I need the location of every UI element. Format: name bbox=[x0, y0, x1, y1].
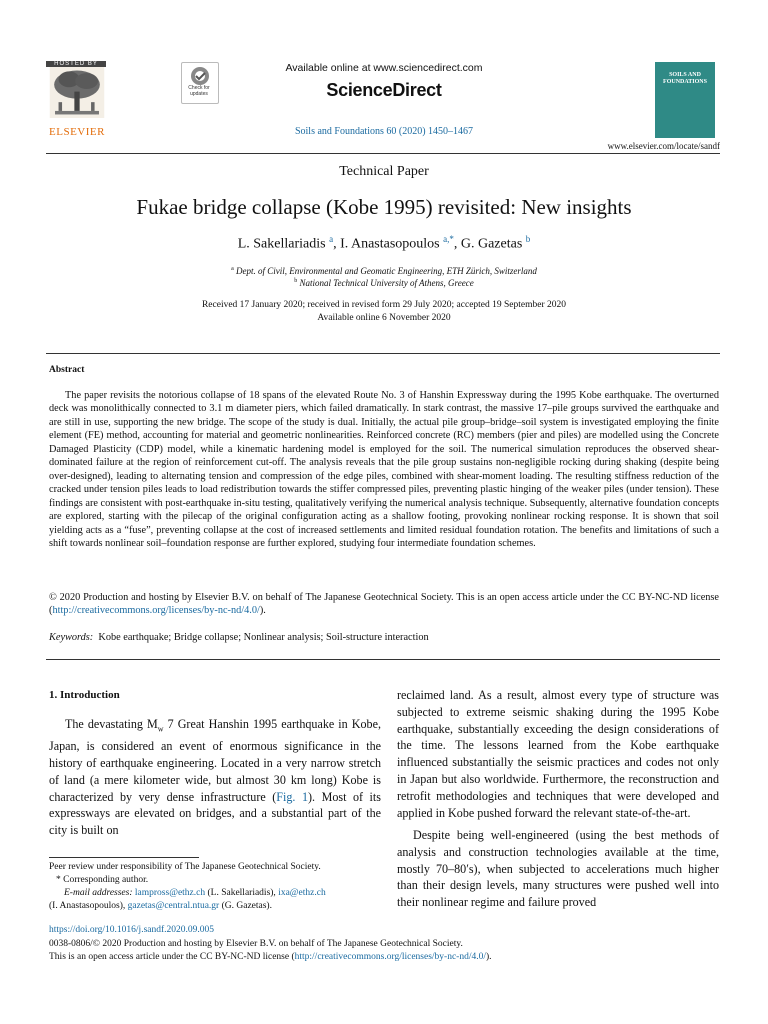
header-divider bbox=[46, 153, 720, 154]
hosted-by-label: HOSTED BY bbox=[46, 61, 106, 67]
footnote-divider bbox=[49, 857, 199, 858]
elsevier-wordmark: ELSEVIER bbox=[49, 126, 105, 138]
journal-url[interactable]: www.elsevier.com/locate/sandf bbox=[607, 141, 720, 151]
corresponding-author-note: * Corresponding author. bbox=[56, 875, 149, 885]
doi-link[interactable]: https://doi.org/10.1016/j.sandf.2020.09.005 bbox=[49, 925, 215, 935]
email-addresses: E-mail addresses: lampross@ethz.ch (L. Sakellariadis), ixa@ethz.ch bbox=[64, 888, 326, 898]
license-link[interactable]: http://creativecommons.org/licenses/by-nc-nd/4.0/ bbox=[52, 605, 260, 617]
abstract-heading: Abstract bbox=[49, 365, 85, 375]
author-name[interactable]: L. Sakellariadis bbox=[237, 236, 326, 252]
abstract-license: © 2020 Production and hosting by Elsevier B.V. on behalf of The Japanese Geotechnical Society. This is an open access article under the CC BY-NC-ND license (http://creativecommons.org/licenses/by-nc-nd/4.0/). bbox=[49, 592, 719, 617]
check-for-updates-icon[interactable] bbox=[181, 62, 219, 104]
abstract-body: The paper revisits the notorious collapse of 18 spans of the elevated Route No. 3 of Hanshin Expressway during the 1995 Kobe earthquake. The overturned deck was monolithically connected to 3.1 m diameter piers, which failed dramatically. In stark contrast, the massive 17–pile groups survived the earthquake and are still in use, supporting the new bridge. The scope of the study is dual. Initially, the actual pile group–bridge–soil system is investigated employing the finite element (FE) method, accounting for material and geometric nonlinearities. Reinforced concrete (RC) members (pier and piles) are modelled using the Concrete Damaged Plasticity (CDP) model, while a kinematic hardening model is employed for the soil. The numerical simulation reproduces the observed shear-dominated failure at the region of reinforcement cut-off. The analysis reveals that the pile group sustains non-negligible rocking during shaking (despite being over-designed), leading to alternating tension and compression of the edge piles, combined with shear-moment loading. The resulting stiffness reduction of the cracked under tension piles leads to load redistribution towards the stiffer compressed piles, preventing plastic hinging of the weaker piles (under tension). These findings are consistent with post-earthquake in-situ testing, qualitatively verifying the numerical analysis technique. Subsequently, alternative foundation concepts are explored, starting with the pilecap of the original configuration acting as a shallow footing, provoking nonlinear rocking response. It is shown that soil yielding acts as a “fuse”, preventing collapse at the cost of increased settlements and limited residual foundation rotation. The benefits and limitations of such a shift towards nonlinear soil–foundation response are further explored, studying four intermediate foundation schemes. bbox=[49, 390, 719, 549]
body-column-left: The devastating $M_w$ 7 Great Hanshin 1995 earthquake in Kobe, Japan, is considered an event of enormous significance in the history of earthquake engineering. Located in a very narrow stretch of land (a mere kilometer wide, but almost 30 km long) Kobe is characterized by very dense infrastructure (Fig. 1). Most of its expressways are elevated on bridges, and a substantial part of the city is built on bbox=[49, 717, 381, 838]
abstract-bottom-divider bbox=[46, 659, 720, 660]
available-online: Available online at www.sciencedirect.com bbox=[285, 62, 483, 74]
issn-copyright: 0038-0806/© 2020 Production and hosting by Elsevier B.V. on behalf of The Japanese Geotechnical Society. bbox=[49, 939, 463, 949]
body-column-right-paragraph: reclaimed land. As a result, almost every type of structure was subjected to extreme seismic shaking during the 1995 Kobe earthquake, substantially exceeding the design considerations of the time. The lessons learned from the Kobe earthquake influenced substantially the seismic practices and codes not only in Japan but also worldwide. Furthermore, the reconstruction and retrofit methodologies and techniques that were developed and applied in Kobe pushed forward the relevant state-of-the-art. bbox=[397, 688, 719, 820]
keywords: Keywords: Kobe earthquake; Bridge collapse; Nonlinear analysis; Soil-structure interaction bbox=[49, 632, 429, 643]
online-date: Available online 6 November 2020 bbox=[317, 313, 451, 323]
author-affiliation-marker[interactable]: a bbox=[329, 234, 334, 244]
body-column-right-paragraph: Despite being well-engineered (using the best methods of analysis and construction technologies available at the time, mostly 70–80′s), when subjected to accelerations much higher than their design levels, many structures were pushed well into their nonlinear regime and failure proved bbox=[397, 828, 719, 910]
author-affiliation-marker[interactable]: a,* bbox=[443, 234, 454, 244]
email-link[interactable]: lampross@ethz.ch bbox=[134, 888, 206, 898]
license-link[interactable]: http://creativecommons.org/licenses/by-nc-nd/4.0/ bbox=[294, 952, 486, 962]
elsevier-tree-logo bbox=[46, 67, 108, 125]
received-dates: Received 17 January 2020; received in revised form 29 July 2020; accepted 19 September 2020 bbox=[201, 300, 567, 310]
author-list: L. Sakellariadis $^a$, I. Anastasopoulos $^{a,*}$, G. Gazetas $^b$ bbox=[237, 234, 531, 252]
email-link[interactable]: gazetas@central.ntua.gr bbox=[127, 901, 220, 911]
abstract-top-divider bbox=[46, 353, 720, 354]
open-access-note: This is an open access article under the CC BY-NC-ND license (http://creativecommons.org/licenses/by-nc-nd/4.0/). bbox=[49, 952, 492, 962]
affiliation: $^a$ Dept. of Civil, Environmental and Geomatic Engineering, ETH Zürich, Switzerland bbox=[231, 266, 537, 276]
author-name[interactable]: I. Anastasopoulos bbox=[340, 236, 440, 252]
figure-link[interactable]: Fig. 1 bbox=[276, 789, 309, 804]
journal-cover-title: SOILS AND FOUNDATIONS bbox=[663, 72, 707, 85]
check-for-updates-label: Check for updates bbox=[188, 85, 210, 97]
email-addresses-cont: (I. Anastasopoulos), gazetas@central.ntua.gr (G. Gazetas). bbox=[49, 901, 272, 911]
sciencedirect-wordmark[interactable]: ScienceDirect bbox=[326, 80, 442, 100]
article-type: Technical Paper bbox=[339, 164, 429, 179]
journal-reference-link[interactable]: Soils and Foundations 60 (2020) 1450–1467 bbox=[294, 126, 474, 137]
peer-review-note: Peer review under responsibility of The Japanese Geotechnical Society. bbox=[49, 862, 321, 872]
affiliation: $^b$ National Technical University of Athens, Greece bbox=[294, 278, 474, 288]
section-heading: 1. Introduction bbox=[49, 689, 120, 701]
author-name[interactable]: G. Gazetas bbox=[460, 236, 523, 252]
author-affiliation-marker[interactable]: b bbox=[525, 234, 531, 244]
email-link[interactable]: ixa@ethz.ch bbox=[278, 888, 326, 898]
article-title: Fukae bridge collapse (Kobe 1995) revisited: New insights bbox=[136, 195, 632, 219]
